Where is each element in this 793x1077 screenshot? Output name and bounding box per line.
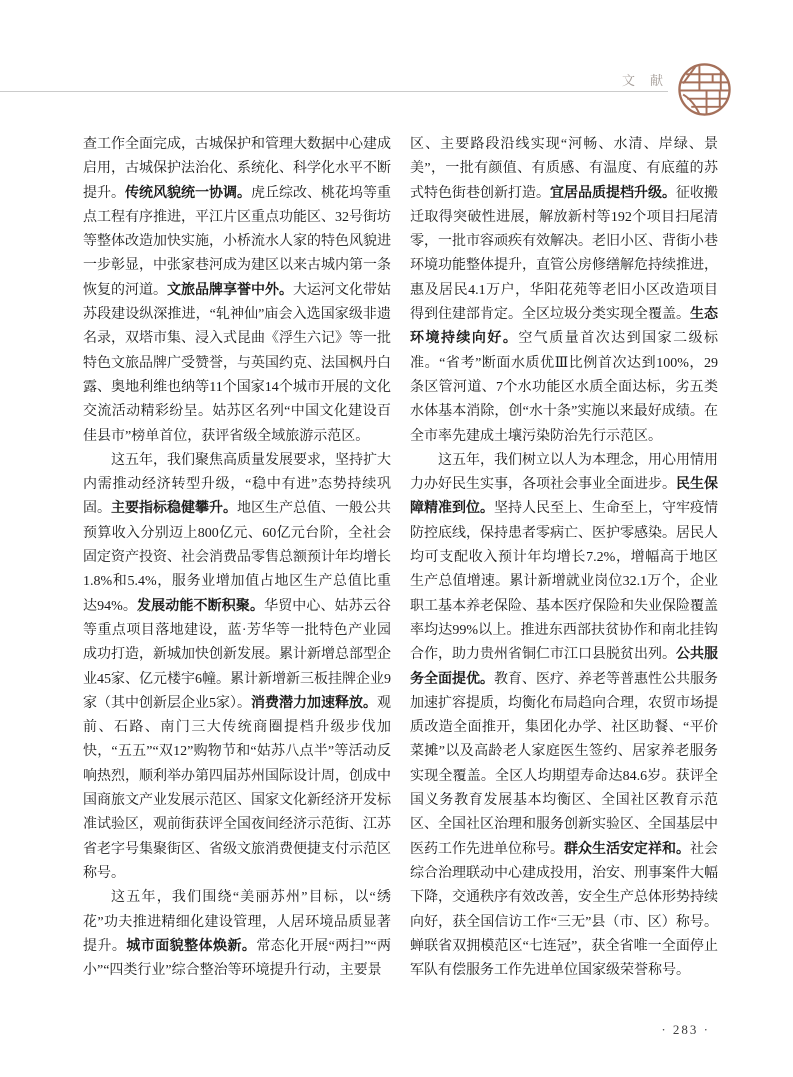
text-run: 坚持人民至上、生命至上，守牢疫情防控底线，保持患者零病亡、医护零感染。居民人均可支配收入预计年均增长7.2%，增幅高于地区生产总值增速。累计新增就业岗位32.1万个，企业职工基本养老保险、基本医疗保险和失业保险覆盖率均达99%以上。推进东西部扶贫协作和南北挂钩合作，助力贵州省铜仁市江口县脱贫出列。 — [410, 501, 718, 663]
right-column — [410, 133, 718, 983]
bold-run: 消费潜力加速释放。 — [251, 695, 377, 711]
text-run: 虎丘综改、桃花坞等重点工程有序推进，平江片区重点功能区、32号街坊等整体改造加快实施，小桥流水人家的特色风貌进一步彰显，中张家巷河成为建区以来古城内第一条恢复的河道。 — [83, 185, 391, 298]
paragraph — [83, 449, 391, 886]
text-run: 常态化开展“两扫”“两小”“四类行业”综合整治等环境提升行动，主要景 — [83, 938, 392, 979]
header-label: 文 献 — [622, 73, 665, 88]
bold-run: 公共服务全面提优。 — [410, 647, 718, 687]
text-run: 观前、石路、南门三大传统商圈提档升级步伐加快，“五五”“双12”购物节和“姑苏八点半”等活动反响热烈，顺利举办第四届苏州国际设计周，创成中国商旅文产业发展示范区、国家文化新经济开发标准试验区，观前街获评全国夜间经济示范街、江苏省老字号集聚街区、省级文旅消费便捷支付示范区称号。 — [83, 695, 391, 881]
text-run: 教育、医疗、养老等普惠性公共服务加速扩容提质，均衡化布局趋向合理，农贸市场提质改造全面推开，集团化办学、社区助餐、“平价菜摊”以及高龄老人家庭医生签约、居家养老服务实现全覆盖。全区人均期望寿命达84.6岁。获评全国义务教育发展基本均衡区、全国社区教育示范区、全国社区治理和服务创新实验区、全国基层中医药工作先进单位称号。 — [410, 671, 718, 857]
bold-run: 发展动能不断积聚。 — [137, 598, 265, 614]
text-run: 区、主要路段沿线实现“河畅、水清、岸绿、景美”，一批有颜值、有质感、有温度、有底蕴的苏式特色街巷创新打造。 — [410, 137, 718, 201]
page-number: · 283 · — [661, 1022, 710, 1037]
text-run: 征收搬迁取得突破性进展，解放新村等192个项目扫尾清零，一批市容顽疾有效解决。老旧小区、背街小巷环境功能整体提升，直管公房修缮解危持续推进，惠及居民4.1万户，华阳花苑等老旧小区改造项目得到住建部肯定。全区垃圾分类实现全覆盖。 — [410, 185, 718, 323]
lattice-window-seal-icon — [676, 61, 733, 118]
text-run: 华贸中心、姑苏云谷等重点项目落地建设，蓝·芳华等一批特色产业园成功打造，新城加快创新发展。累计新增总部型企业45家、亿元楼宇6幢。累计新增新三板挂牌企业9家（其中创新层企业5家）。 — [83, 598, 392, 711]
text-run: 空气质量首次达到国家二级标准。“省考”断面水质优Ⅲ比例首次达到100%，29条区管河道、7个水功能区水质全面达标，劣五类水体基本消除，创“水十条”实施以来最好成绩。在全市率先建成土壤污染防治先行示范区。 — [410, 331, 719, 444]
paragraph — [410, 449, 718, 984]
bold-run: 生态环境持续向好。 — [410, 307, 718, 347]
bold-run: 文旅品牌享誉中外。 — [167, 282, 293, 298]
bold-run: 主要指标稳健攀升。 — [111, 501, 237, 517]
bold-run: 群众生活安定祥和。 — [564, 841, 690, 857]
paragraph — [83, 886, 391, 983]
text-run: 社会综合治理联动中心建成投用，治安、刑事案件大幅下降，交通秩序有效改善，安全生产总体形势持续向好，获全国信访工作“三无”县（市、区）称号。蝉联省双拥模范区“七连冠”，获全省唯一全面停止军队有偿服务工作先进单位国家级荣誉称号。 — [410, 841, 718, 979]
paragraph — [410, 133, 718, 449]
header-rule — [0, 91, 668, 92]
text-run: 地区生产总值、一般公共预算收入分别迈上800亿元、60亿元台阶，全社会固定资产投资、社会消费品零售总额预计年均增长1.8%和5.4%，服务业增加值占地区生产总值比重达94%。 — [83, 501, 391, 614]
left-column — [83, 133, 391, 983]
text-columns — [83, 133, 718, 983]
text-run: 这五年，我们聚焦高质量发展要求，坚持扩大内需推动经济转型升级，“稳中有进”态势持续巩固。 — [83, 452, 391, 517]
bold-run: 城市面貌整体焕新。 — [126, 938, 257, 954]
bold-run: 民生保障精准到位。 — [410, 477, 718, 517]
text-run: 大运河文化带姑苏段建设纵深推进，“轧神仙”庙会入选国家级非遗名录，双塔市集、浸入式昆曲《浮生六记》等一批特色文旅品牌广受赞誉，与英国约克、法国枫丹白露、奥地利维也纳等11个国家14个城市开展的文化交流活动精彩纷呈。姑苏区名列“中国文化建设百佳县市”榜单首位，获评省级全域旅游示范区。 — [83, 282, 391, 444]
text-run: 这五年，我们围绕“美丽苏州”目标，以“绣花”功夫推进精细化建设管理，人居环境品质显著提升。 — [83, 890, 391, 954]
text-run: 这五年，我们树立以人为本理念，用心用情用力办好民生实事，各项社会事业全面进步。 — [410, 452, 718, 493]
paragraph — [83, 133, 391, 449]
text-run: 查工作全面完成，古城保护和管理大数据中心建成启用，古城保护法治化、系统化、科学化水平不断提升。 — [83, 137, 391, 201]
bold-run: 宜居品质提档升级。 — [550, 185, 676, 201]
bold-run: 传统风貌统一协调。 — [125, 185, 251, 201]
